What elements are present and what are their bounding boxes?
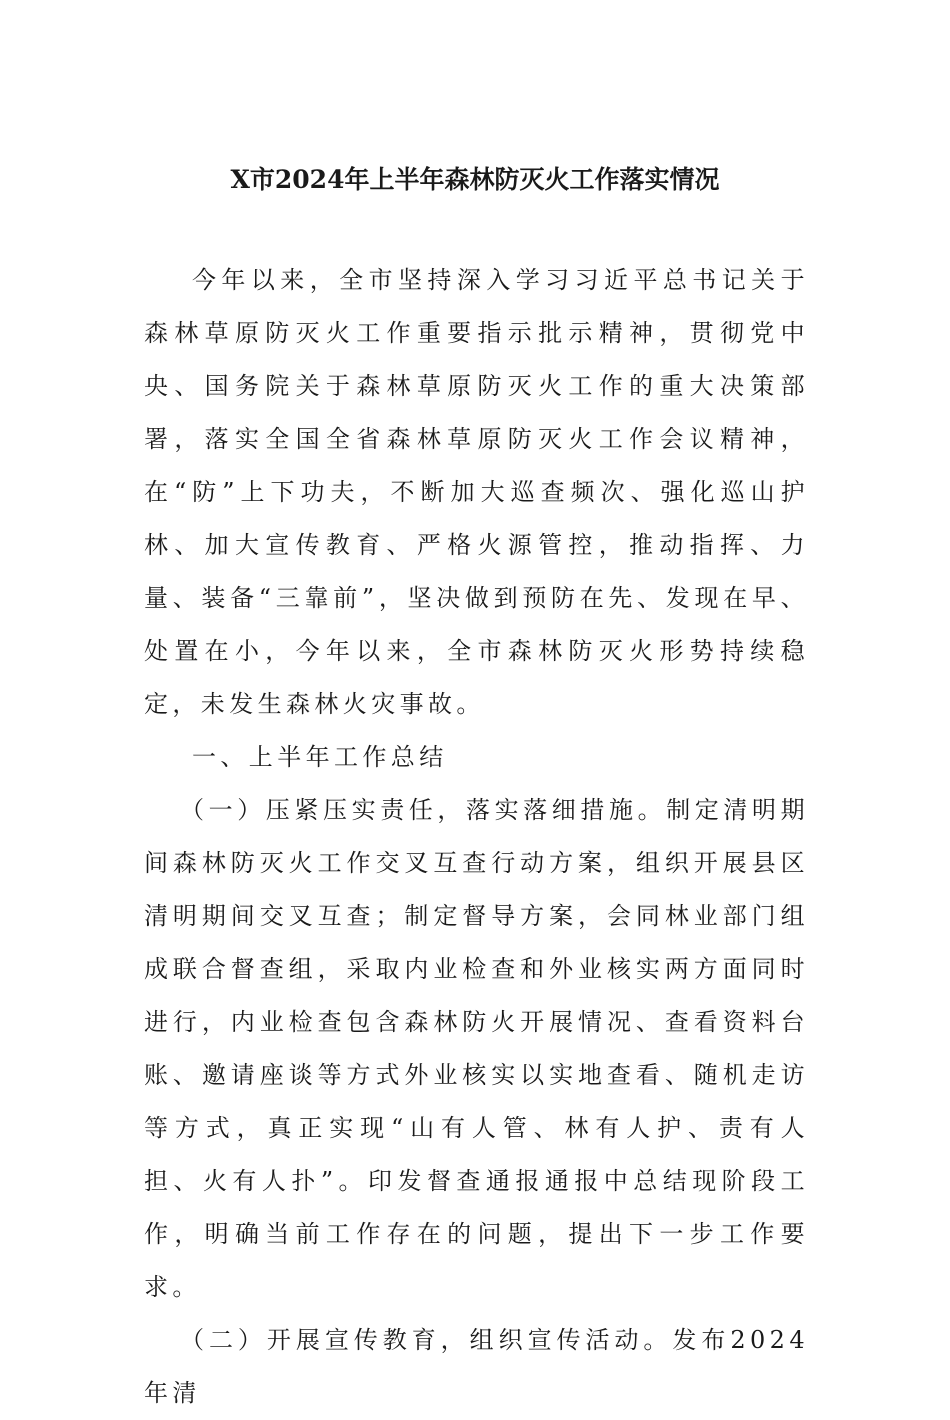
intro-paragraph: 今年以来，全市坚持深入学习习近平总书记关于森林草原防灭火工作重要指示批示精神，贯彻党中央、国务院关于森林草原防灭火工作的重大决策部署，落实全国全省森林草原防灭火工作会议精神，在“防”上下功夫，不断加大巡查频次、强化巡山护林、加大宣传教育、严格火源管控，推动指挥、力量、装备“三靠前”，坚决做到预防在先、发现在早、处置在小，今年以来，全市森林防灭火形势持续稳定，未发生森林火灾事故。 [144,266,809,718]
document-body [144,254,809,1420]
subsection-1-paragraph: （一）压紧压实责任，落实落细措施。制定清明期间森林防灭火工作交叉互查行动方案，组织开展县区清明期间交叉互查；制定督导方案，会同林业部门组成联合督查组，采取内业检查和外业核实两方面同时进行，内业检查包含森林防火开展情况、查看资料台账、邀请座谈等方式外业核实以实地查看、随机走访等方式，真正实现“山有人管、林有人护、责有人担、火有人扑”。印发督查通报通报中总结现阶段工作，明确当前工作存在的问题，提出下一步工作要求。 [144,796,809,1301]
section-heading: 一、上半年工作总结 [192,743,448,771]
subsection-2-paragraph: （二）开展宣传教育，组织宣传活动。发布2024年清 [144,1326,809,1407]
document-title: X市2024年上半年森林防灭火工作落实情况 [230,165,720,194]
